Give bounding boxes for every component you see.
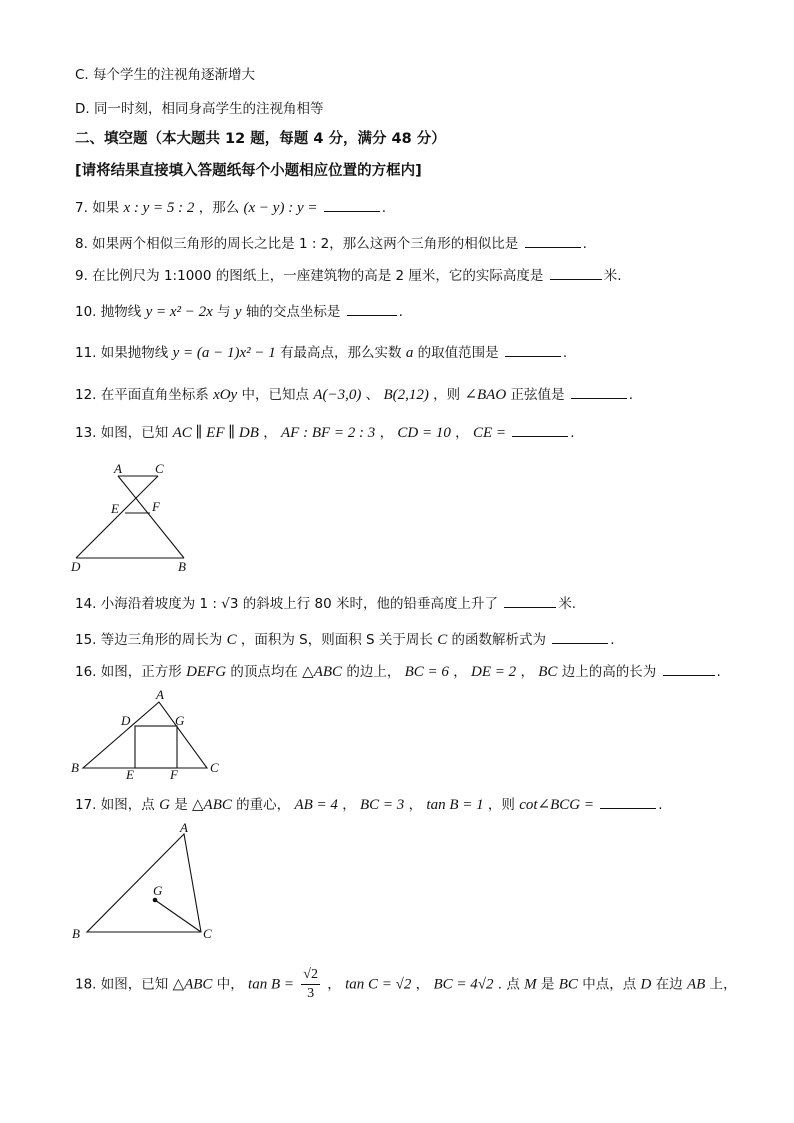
q13-text: ， [379, 425, 394, 441]
q16-text: 的顶点均在 [230, 664, 298, 680]
question-9 [75, 266, 622, 285]
label-c: C [210, 760, 219, 775]
q18-text: 中， [216, 976, 244, 993]
q17-text: 17. 如图，点 [75, 797, 155, 813]
triangle-abc [87, 834, 201, 932]
section-title: 二、填空题（本大题共 12 题，每题 4 分，满分 48 分） [75, 131, 446, 147]
question-18 [75, 966, 737, 1003]
label-g: G [153, 883, 163, 898]
q16-math: DE = 2 [471, 664, 517, 680]
answer-blank[interactable] [525, 234, 581, 248]
q10-math: y = x² − 2x [145, 304, 213, 320]
fraction-denominator: 3 [307, 986, 315, 1001]
q14-text: 14. 小海沿着坡度为 1 : √3 的斜坡上行 80 米时，他的铅垂高度上升了 [75, 596, 499, 612]
q17-text: 的重心， [236, 797, 291, 813]
q17-end: . [658, 797, 663, 813]
segment-cd [76, 476, 158, 558]
q12-math: ∠BAO [464, 387, 507, 403]
label-b: B [178, 559, 186, 574]
answer-blank[interactable] [552, 630, 608, 644]
centroid-point [153, 898, 158, 903]
q17-math: tan B = 1 [426, 797, 484, 813]
q15-math: C [226, 632, 237, 648]
q18-math: D [640, 976, 652, 993]
q18-math: △ABC [172, 976, 213, 993]
question-15 [75, 630, 615, 649]
q18-math: BC [558, 976, 578, 993]
q18-text: 是 [540, 976, 555, 993]
label-e: E [126, 767, 134, 782]
q16-text: 16. 如图，正方形 [75, 664, 182, 680]
label-c: C [203, 926, 212, 941]
segment-gc [155, 900, 201, 932]
q13-math: AF : BF = 2 : 3 [281, 425, 376, 441]
q14-end: 米. [558, 596, 577, 612]
q17-text: ， [408, 797, 423, 813]
q10-text: 10. 抛物线 [75, 304, 142, 320]
q13-math: AC ∥ EF ∥ DB [172, 425, 259, 441]
answer-blank[interactable] [663, 662, 715, 676]
q18-math: tan B = [248, 976, 294, 993]
fraction [301, 966, 320, 1003]
q17-math: AB = 4 [294, 797, 338, 813]
q12-end: . [628, 387, 634, 403]
q16-end: . [716, 664, 721, 680]
q16-text: 的边上， [346, 664, 401, 680]
q16-math: DEFG [186, 664, 227, 680]
q15-math: C [437, 632, 448, 648]
q7-text: ，那么 [198, 200, 240, 216]
q17-text: ，则 [487, 797, 515, 813]
q11-text: 有最高点，那么实数 [280, 345, 402, 361]
q16-text: ， [453, 664, 467, 680]
q12-text: ，则 [433, 387, 461, 403]
figure-17 [70, 820, 230, 945]
q15-text: 15. 等边三角形的周长为 [75, 632, 223, 648]
q17-math: BC = 3 [360, 797, 405, 813]
question-11 [75, 343, 567, 362]
label-f: F [152, 499, 160, 514]
answer-blank[interactable] [571, 385, 627, 399]
answer-blank[interactable] [505, 343, 561, 357]
q12-math: B(2,12) [383, 387, 429, 403]
q18-text: 上， [709, 976, 737, 993]
label-a: A [114, 461, 122, 476]
q10-math: y [234, 304, 242, 320]
label-e: E [111, 501, 119, 516]
label-b: B [71, 760, 79, 775]
q13-text: ， [455, 425, 469, 441]
q17-text: 是 [174, 797, 188, 813]
option-c: C. 每个学生的注视角逐渐增大 [75, 67, 256, 83]
q7-math: x : y = 5 : 2 [123, 200, 195, 216]
q11-text: 的取值范围是 [417, 345, 499, 361]
q9-text: 9. 在比例尺为 1:1000 的图纸上，一座建筑物的高是 2 厘米，它的实际高度是 [75, 268, 544, 284]
triangle-abc [83, 702, 207, 768]
q16-math: △ABC [302, 664, 343, 680]
q13-text: 13. 如图，已知 [75, 425, 169, 441]
q12-text: 正弦值是 [510, 387, 565, 403]
q11-math: a [405, 345, 414, 361]
q10-text: 与 [217, 304, 231, 320]
q11-text: 11. 如果抛物线 [75, 345, 169, 361]
answer-blank[interactable] [347, 302, 397, 316]
q13-end: . [570, 425, 575, 441]
q15-text: ，面积为 S，则面积 S 关于周长 [240, 632, 433, 648]
q7-text: 如果 [92, 200, 120, 216]
q13-math: CD = 10 [397, 425, 451, 441]
q16-text: ， [520, 664, 534, 680]
square-defg [135, 726, 177, 768]
q18-math: BC = 4√2 [433, 976, 494, 993]
q17-math: △ABC [192, 797, 232, 813]
question-8 [75, 234, 587, 253]
q11-math: y = (a − 1)x² − 1 [172, 345, 276, 361]
q17-math: G [159, 797, 170, 813]
question-12 [75, 385, 633, 404]
q18-text: ， [415, 976, 430, 993]
question-13 [75, 423, 575, 442]
q18-text: 18. 如图，已知 [75, 976, 169, 993]
q12-math: xOy [213, 387, 238, 403]
q18-text: . 点 [497, 976, 520, 993]
q12-text: 12. 在平面直角坐标系 [75, 387, 209, 403]
q10-end: . [398, 304, 403, 320]
label-b: B [72, 926, 80, 941]
q7-end: . [381, 200, 387, 216]
q18-text: ， [327, 976, 341, 993]
label-g: G [175, 713, 185, 728]
q16-math: BC = 6 [404, 664, 449, 680]
q16-math: BC [538, 664, 558, 680]
q8-end: . [582, 236, 587, 252]
section-note: [请将结果直接填入答题纸每个小题相应位置的方框内] [75, 163, 422, 179]
q8-text: 8. 如果两个相似三角形的周长之比是 1 : 2，那么这两个三角形的相似比是 [75, 236, 519, 252]
label-d: D [71, 559, 81, 574]
label-d: D [121, 713, 131, 728]
question-16 [75, 662, 721, 681]
q7-number: 7. [75, 200, 88, 216]
q12-text: 、 [365, 387, 380, 403]
label-f: F [170, 767, 178, 782]
q9-end: 米. [603, 268, 622, 284]
q17-text: ， [342, 797, 356, 813]
answer-blank[interactable] [600, 795, 656, 809]
question-7 [75, 198, 386, 217]
q12-math: A(−3,0) [313, 387, 362, 403]
q18-math: M [524, 976, 537, 993]
question-10 [75, 302, 403, 321]
answer-blank[interactable] [550, 266, 602, 280]
question-14 [75, 594, 576, 613]
q18-math: tan C = √2 [345, 976, 412, 993]
option-d: D. 同一时刻，相同身高学生的注视角相等 [75, 101, 324, 117]
answer-blank[interactable] [504, 594, 556, 608]
q15-end: . [610, 632, 615, 648]
fraction-numerator: √2 [301, 966, 320, 985]
q18-math: AB [686, 976, 706, 993]
answer-blank[interactable] [512, 423, 568, 437]
question-17 [75, 795, 663, 814]
label-c: C [155, 461, 164, 476]
q11-end: . [562, 345, 568, 361]
label-a: A [156, 687, 164, 702]
q16-text: 边上的高的长为 [561, 664, 657, 680]
q7-math: (x − y) : y = [243, 200, 318, 216]
q12-text: 中，已知点 [241, 387, 310, 403]
figure-16 [65, 688, 230, 783]
segment-ab [118, 476, 184, 558]
q18-text: 在边 [655, 976, 683, 993]
q13-math: CE = [472, 425, 506, 441]
q10-text: 轴的交点坐标是 [245, 304, 341, 320]
q13-text: ， [263, 425, 277, 441]
q17-math: cot∠BCG = [519, 797, 594, 813]
answer-blank[interactable] [324, 198, 380, 212]
q18-text: 中点，点 [582, 976, 637, 993]
label-a: A [180, 820, 188, 835]
figure-13 [60, 455, 210, 580]
q15-text: 的函数解析式为 [451, 632, 546, 648]
